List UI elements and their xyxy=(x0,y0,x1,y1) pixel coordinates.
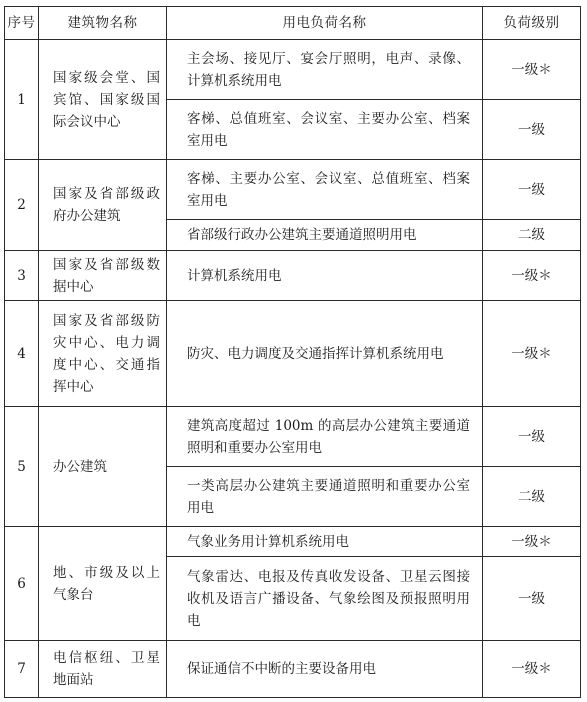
table-header-row xyxy=(5,7,581,40)
load-grade: 二级 xyxy=(483,467,581,527)
header-index: 序号 xyxy=(5,7,39,40)
table-row xyxy=(5,527,581,557)
row-index: 6 xyxy=(5,527,39,641)
load-name: 气象业务用计算机系统用电 xyxy=(167,527,483,557)
load-name: 保证通信不中断的主要设备用电 xyxy=(167,641,483,698)
load-grade: 一级 xyxy=(483,557,581,641)
load-name: 建筑高度超过 100m 的高层办公建筑主要通道照明和重要办公室用电 xyxy=(167,407,483,467)
table-row xyxy=(5,407,581,467)
load-grade: 一级＊ xyxy=(483,251,581,301)
load-grade: 一级＊ xyxy=(483,40,581,100)
load-grade: 一级＊ xyxy=(483,641,581,698)
load-grade: 二级 xyxy=(483,220,581,251)
load-name: 一类高层办公建筑主要通道照明和重要办公室用电 xyxy=(167,467,483,527)
load-name: 省部级行政办公建筑主要通道照明用电 xyxy=(167,220,483,251)
building-name: 办公建筑 xyxy=(39,407,167,527)
building-name: 地、市级及以上气象台 xyxy=(39,527,167,641)
load-grade: 一级＊ xyxy=(483,527,581,557)
load-name: 客梯、总值班室、会议室、主要办公室、档案室用电 xyxy=(167,100,483,160)
row-index: 2 xyxy=(5,160,39,251)
row-index: 1 xyxy=(5,40,39,160)
row-index: 4 xyxy=(5,301,39,407)
building-name: 国家及省部级政府办公建筑 xyxy=(39,160,167,251)
load-grade: 一级 xyxy=(483,100,581,160)
table-row xyxy=(5,641,581,698)
table-row xyxy=(5,160,581,220)
building-name: 国家及省部级数据中心 xyxy=(39,251,167,301)
load-grade: 一级＊ xyxy=(483,301,581,407)
load-name: 防灾、电力调度及交通指挥计算机系统用电 xyxy=(167,301,483,407)
row-index: 7 xyxy=(5,641,39,698)
load-classification-table xyxy=(4,6,581,698)
load-name: 主会场、接见厅、宴会厅照明，电声、录像、计算机系统用电 xyxy=(167,40,483,100)
load-name: 客梯、主要办公室、会议室、总值班室、档案室用电 xyxy=(167,160,483,220)
load-grade: 一级 xyxy=(483,160,581,220)
table-row xyxy=(5,40,581,100)
header-building: 建筑物名称 xyxy=(39,7,167,40)
row-index: 5 xyxy=(5,407,39,527)
header-load-grade: 负荷级别 xyxy=(483,7,581,40)
building-name: 国家级会堂、国宾馆、国家级国际会议中心 xyxy=(39,40,167,160)
building-name: 电信枢纽、卫星地面站 xyxy=(39,641,167,698)
table-row xyxy=(5,251,581,301)
table-row xyxy=(5,301,581,407)
load-name: 气象雷达、电报及传真收发设备、卫星云图接收机及语言广播设备、气象绘图及预报照明用电 xyxy=(167,557,483,641)
row-index: 3 xyxy=(5,251,39,301)
load-grade: 一级 xyxy=(483,407,581,467)
load-name: 计算机系统用电 xyxy=(167,251,483,301)
building-name: 国家及省部级防灾中心、电力调度中心、交通指挥中心 xyxy=(39,301,167,407)
header-load-name: 用电负荷名称 xyxy=(167,7,483,40)
